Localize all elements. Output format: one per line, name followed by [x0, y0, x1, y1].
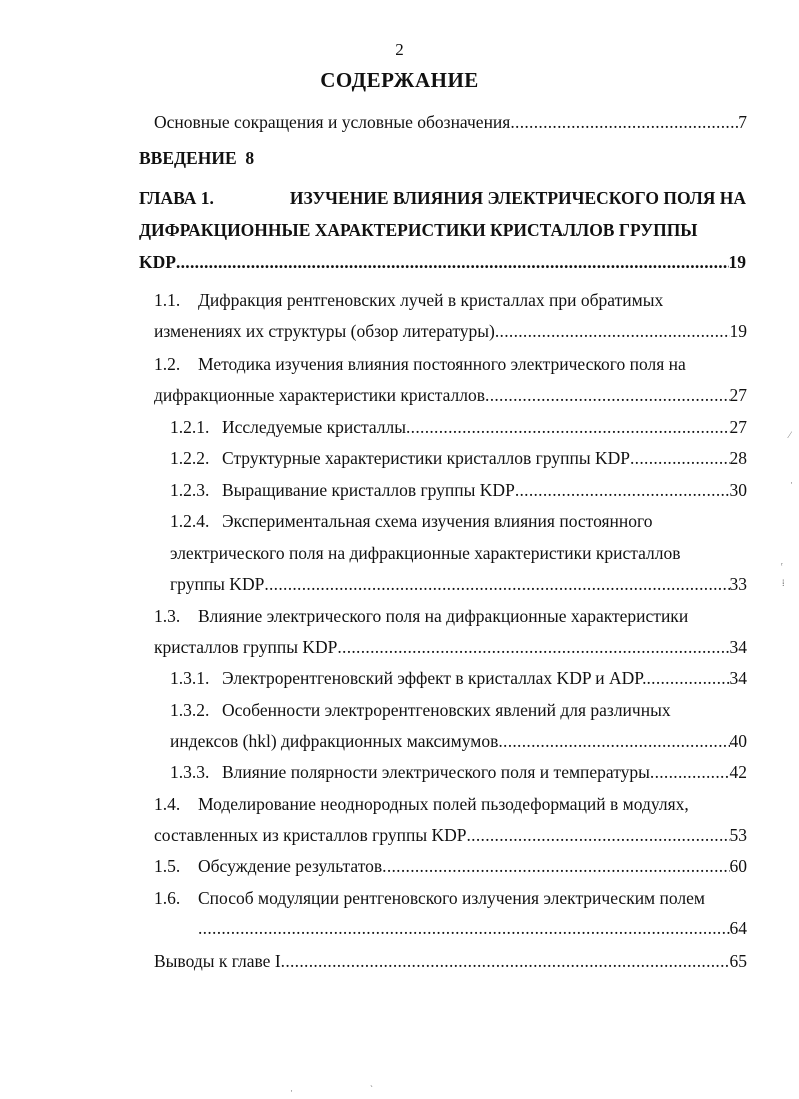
- section-title: Электрорентгеновский эффект в кристаллах KDP и ADP.: [222, 668, 647, 688]
- toc-entry-conclusions[interactable]: [154, 951, 747, 977]
- toc-entry-1-3-2-line2[interactable]: [170, 731, 747, 757]
- toc-entry-1-2-3[interactable]: [170, 480, 747, 506]
- toc-entry-1-2-4-line3[interactable]: [170, 574, 747, 600]
- toc-page: 8: [245, 148, 255, 168]
- scan-mark: ʳ: [781, 560, 783, 570]
- toc-entry-1-3-line2[interactable]: [154, 637, 747, 663]
- toc-leader: [176, 252, 729, 273]
- toc-page: 7: [738, 112, 747, 132]
- section-number: 1.2.4.: [170, 511, 210, 531]
- toc-entry-1-5[interactable]: [154, 856, 747, 882]
- chapter-title-line1: ИЗУЧЕНИЕ ВЛИЯНИЯ ЭЛЕКТРИЧЕСКОГО ПОЛЯ НА: [289, 188, 746, 208]
- section-number: 1.3.3.: [170, 762, 210, 782]
- toc-leader: [485, 385, 729, 406]
- toc-page: 28: [729, 448, 747, 468]
- toc-entry-1-2-2[interactable]: [170, 448, 747, 474]
- toc-page: 27: [729, 417, 747, 437]
- toc-page: 42: [729, 762, 747, 782]
- section-title-line2: кристаллов группы KDP: [154, 637, 338, 657]
- toc-page: 27: [729, 385, 747, 405]
- section-number: 1.4.: [154, 794, 181, 814]
- toc-entry-1-1-line2[interactable]: [154, 321, 747, 347]
- toc-page: 19: [728, 252, 746, 272]
- toc-leader: [382, 856, 729, 877]
- section-title-line1: Моделирование неоднородных полей пьзодеформаций в модулях,: [198, 794, 689, 814]
- toc-entry-1-3-3[interactable]: [170, 762, 747, 788]
- toc-page: 65: [729, 951, 747, 971]
- page-number: 2: [395, 40, 404, 59]
- toc-leader: [337, 637, 729, 658]
- scan-mark: ˋ: [370, 1084, 373, 1094]
- toc-page: 60: [729, 856, 747, 876]
- section-title-line2: индексов (hkl) дифракционных максимумов: [170, 731, 499, 751]
- toc-leader: [650, 762, 730, 783]
- toc-leader: [646, 668, 729, 689]
- section-title-line1: Методика изучения влияния постоянного электрического поля на: [198, 354, 686, 374]
- toc-entry-1-6[interactable]: [154, 888, 705, 909]
- toc-leader: [406, 417, 730, 438]
- section-title: Исследуемые кристаллы: [222, 417, 406, 437]
- section-number: 1.2.: [154, 354, 181, 374]
- toc-label: Выводы к главе I: [154, 951, 281, 971]
- section-number: 1.1.: [154, 290, 181, 310]
- page-title: СОДЕРЖАНИЕ: [320, 68, 479, 92]
- toc-leader: [630, 448, 730, 469]
- toc-page: 30: [729, 480, 747, 500]
- section-number: 1.6.: [154, 888, 181, 908]
- chapter-title-line2: ДИФРАКЦИОННЫЕ ХАРАКТЕРИСТИКИ КРИСТАЛЛОВ ГРУППЫ: [139, 220, 698, 240]
- section-title: Структурные характеристики кристаллов группы KDP: [222, 448, 630, 468]
- scan-mark: ·: [790, 478, 793, 488]
- section-title: Обсуждение результатов: [198, 856, 383, 876]
- toc-page: 33: [729, 574, 747, 594]
- section-title-line3: группы KDP: [170, 574, 265, 594]
- toc-page: 40: [729, 731, 747, 751]
- toc-page: 53: [729, 825, 747, 845]
- section-number: 1.3.: [154, 606, 181, 626]
- section-number: 1.5.: [154, 856, 181, 876]
- section-number: 1.2.3.: [170, 480, 210, 500]
- section-title-line2: дифракционные характеристики кристаллов: [154, 385, 486, 405]
- toc-label: ВВЕДЕНИЕ: [139, 148, 237, 168]
- section-title-line1: Особенности электрорентгеновских явлений для различных: [222, 700, 671, 720]
- section-title-line1: Экспериментальная схема изучения влияния постоянного: [222, 511, 653, 531]
- section-number: 1.2.1.: [170, 417, 210, 437]
- chapter-number: ГЛАВА 1.: [139, 188, 214, 208]
- section-title-line2: изменениях их структуры (обзор литературы): [154, 321, 495, 341]
- toc-chapter-1-line1[interactable]: [139, 188, 746, 209]
- toc-page: 34: [729, 637, 747, 657]
- section-number: 1.3.2.: [170, 700, 210, 720]
- toc-entry-1-2[interactable]: [154, 354, 686, 375]
- section-number: 1.3.1.: [170, 668, 210, 688]
- section-title-line2: электрического поля на дифракционные характеристики кристаллов: [170, 543, 681, 563]
- toc-entry-1-2-4[interactable]: [170, 511, 653, 532]
- toc-leader: [198, 918, 730, 939]
- scan-mark: ⁞: [782, 578, 785, 588]
- toc-page: 19: [729, 321, 747, 341]
- toc-page: 64: [729, 918, 747, 938]
- toc-page: 34: [729, 668, 747, 688]
- toc-leader: [281, 951, 730, 972]
- section-number: 1.2.2.: [170, 448, 210, 468]
- section-title: Выращивание кристаллов группы KDP: [222, 480, 515, 500]
- chapter-title-line3: KDP: [139, 252, 176, 272]
- scan-mark: ·: [290, 1086, 293, 1096]
- toc-entry-1-4-line2[interactable]: [154, 825, 747, 851]
- toc-leader: [495, 321, 730, 342]
- toc-entry-1-2-line2[interactable]: [154, 385, 747, 411]
- toc-chapter-1-line3[interactable]: [139, 252, 746, 278]
- section-title: Влияние полярности электрического поля и температуры: [222, 762, 650, 782]
- toc-entry-introduction[interactable]: [139, 148, 254, 169]
- toc-leader: [498, 731, 729, 752]
- toc-leader: [264, 574, 729, 595]
- toc-entry-1-3[interactable]: [154, 606, 688, 627]
- toc-entry-1-2-1[interactable]: [170, 417, 747, 443]
- toc-leader: [467, 825, 730, 846]
- toc-entry-1-4[interactable]: [154, 794, 689, 815]
- toc-entry-abbreviations[interactable]: [154, 112, 747, 138]
- section-title-line1: Дифракция рентгеновских лучей в кристаллах при обратимых: [198, 290, 664, 310]
- scan-mark: ⁄: [789, 430, 791, 440]
- toc-leader: [515, 480, 730, 501]
- toc-entry-1-6-page-line[interactable]: [198, 918, 747, 944]
- section-title-line1: Влияние электрического поля на дифракционные характеристики: [198, 606, 689, 626]
- toc-entry-1-3-1[interactable]: [170, 668, 747, 694]
- toc-leader: [510, 112, 738, 133]
- section-title: Способ модуляции рентгеновского излучения электрическим полем: [198, 888, 705, 908]
- section-title-line2: составленных из кристаллов группы KDP: [154, 825, 467, 845]
- toc-label: Основные сокращения и условные обозначения: [154, 112, 511, 132]
- toc-entry-1-3-2[interactable]: [170, 700, 671, 721]
- toc-entry-1-1[interactable]: [154, 290, 663, 311]
